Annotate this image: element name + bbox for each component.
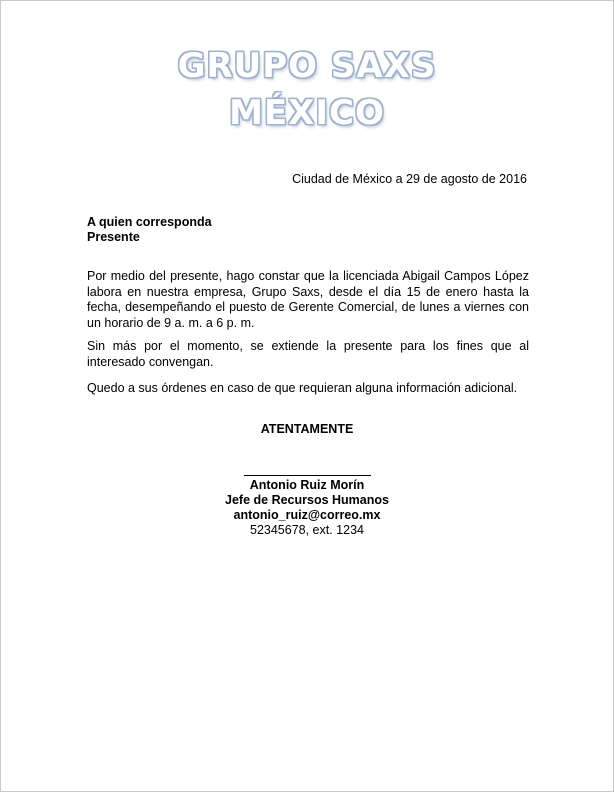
salutation-recipient: A quien corresponda xyxy=(87,215,212,229)
signer-title: Jefe de Recursos Humanos xyxy=(225,493,389,507)
salutation xyxy=(87,215,212,245)
signature-line xyxy=(244,475,371,476)
signature-block xyxy=(1,478,613,538)
company-logo-line2: MÉXICO xyxy=(229,93,385,133)
signer-name: Antonio Ruiz Morín xyxy=(249,478,365,492)
salutation-presente: Presente xyxy=(87,230,140,244)
body-paragraph-3: Quedo a sus órdenes en caso de que requieran alguna información adicional. xyxy=(87,381,518,395)
company-logo-line1: GRUPO SAXS xyxy=(177,46,437,86)
closing-atentamente: ATENTAMENTE xyxy=(260,422,354,436)
letter-date: Ciudad de México a 29 de agosto de 2016 xyxy=(292,172,527,186)
body-paragraph-1: Por medio del presente, hago constar que la licenciada Abigail Campos López labora en nuestra empresa, Grupo Saxs, desde el día 15 de enero hasta la fecha, desempeñando el puesto de Gerente Comercial, de lunes a viernes con un horario de 9 a. m. a 6 p. m. xyxy=(87,269,529,330)
signer-email: antonio_ruiz@correo.mx xyxy=(233,508,381,522)
signer-phone: 52345678, ext. 1234 xyxy=(250,523,364,537)
body-paragraph-2: Sin más por el momento, se extiende la presente para los fines que al interesado convengan. xyxy=(87,339,529,369)
